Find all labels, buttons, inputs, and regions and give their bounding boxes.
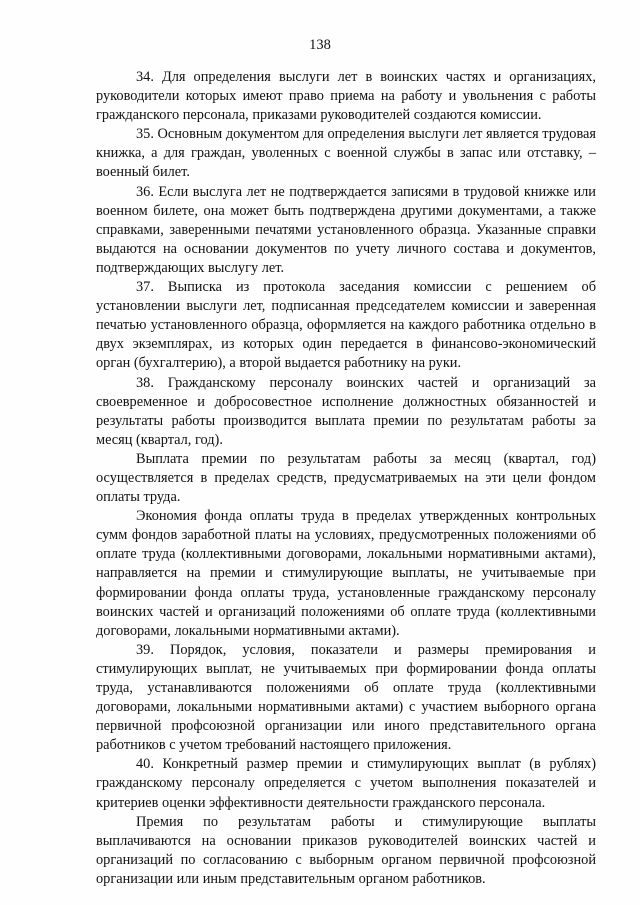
page-number: 138	[309, 37, 331, 53]
paragraph-40-payment-basis: Премия по результатам работы и стимулирующие выплаты выплачиваются на основании приказов руководителей воинских частей и организаций по согласованию с выборным органом первичной профсоюзной организации или иным представительным органом работников.	[96, 813, 596, 887]
paragraph-39: 39. Порядок, условия, показатели и размеры премирования и стимулирующих выплат, не учитываемых при формировании фонда оплаты труда, устанавливаются положениями об оплате труда (коллективными договорами, локальными нормативными актами) с участием выборного органа первичной профсоюзной организации или иного представительного органа работников с учетом требований настоящего приложения.	[96, 641, 596, 754]
paragraph-40: 40. Конкретный размер премии и стимулирующих выплат (в рублях) гражданскому персоналу определяется с учетом выполнения показателей и критериев оценки эффективности деятельности гражданского персонала.	[96, 756, 596, 811]
paragraph-35: 35. Основным документом для определения выслуги лет является трудовая книжка, а для граждан, уволенных с военной службы в запас или отставку, – военный билет.	[96, 126, 597, 181]
document-body	[96, 68, 596, 889]
paragraph-38-fund-savings: Экономия фонда оплаты труда в пределах утвержденных контрольных сумм фондов заработной платы на условиях, предусмотренных положениями об оплате труда (коллективными договорами, локальными нормативными актами), направляется на премии и стимулирующие выплаты, не учитываемые при формировании фонда оплаты труда, установленные гражданскому персоналу воинских частей и организаций положениями об оплате труда (коллективными договорами, локальными нормативными актами).	[96, 508, 596, 639]
paragraph-36: 36. Если выслуга лет не подтверждается записями в трудовой книжке или военном билете, она может быть подтверждена другими документами, а также справками, заверенными печатями установленного образца. Указанные справки выдаются на основании документов по учету личного состава и документов, подтверждающих выслугу лет.	[96, 183, 596, 276]
paragraph-37: 37. Выписка из протокола заседания комиссии с решением об установлении выслуги лет, подписанная председателем комиссии и заверенная печатью установленного образца, оформляется на каждого работника отдельно в двух экземплярах, из которых один передается в финансово-экономический орган (бухгалтерию), а второй выдается работнику на руки.	[96, 279, 596, 372]
paragraph-34: 34. Для определения выслуги лет в воинских частях и организациях, руководители которых имеют право приема на работу и увольнения с работы гражданского персонала, приказами руководителей создаются комиссии.	[96, 69, 596, 124]
paragraph-38: 38. Гражданскому персоналу воинских частей и организаций за своевременное и добросовестное исполнение должностных обязанностей и результаты работы производится выплата премии по результатам работы за месяц (квартал, год).	[96, 374, 596, 448]
paragraph-38-bonus-payment: Выплата премии по результатам работы за месяц (квартал, год) осуществляется в пределах средств, предусматриваемых на эти цели фондом оплаты труда.	[96, 450, 596, 506]
